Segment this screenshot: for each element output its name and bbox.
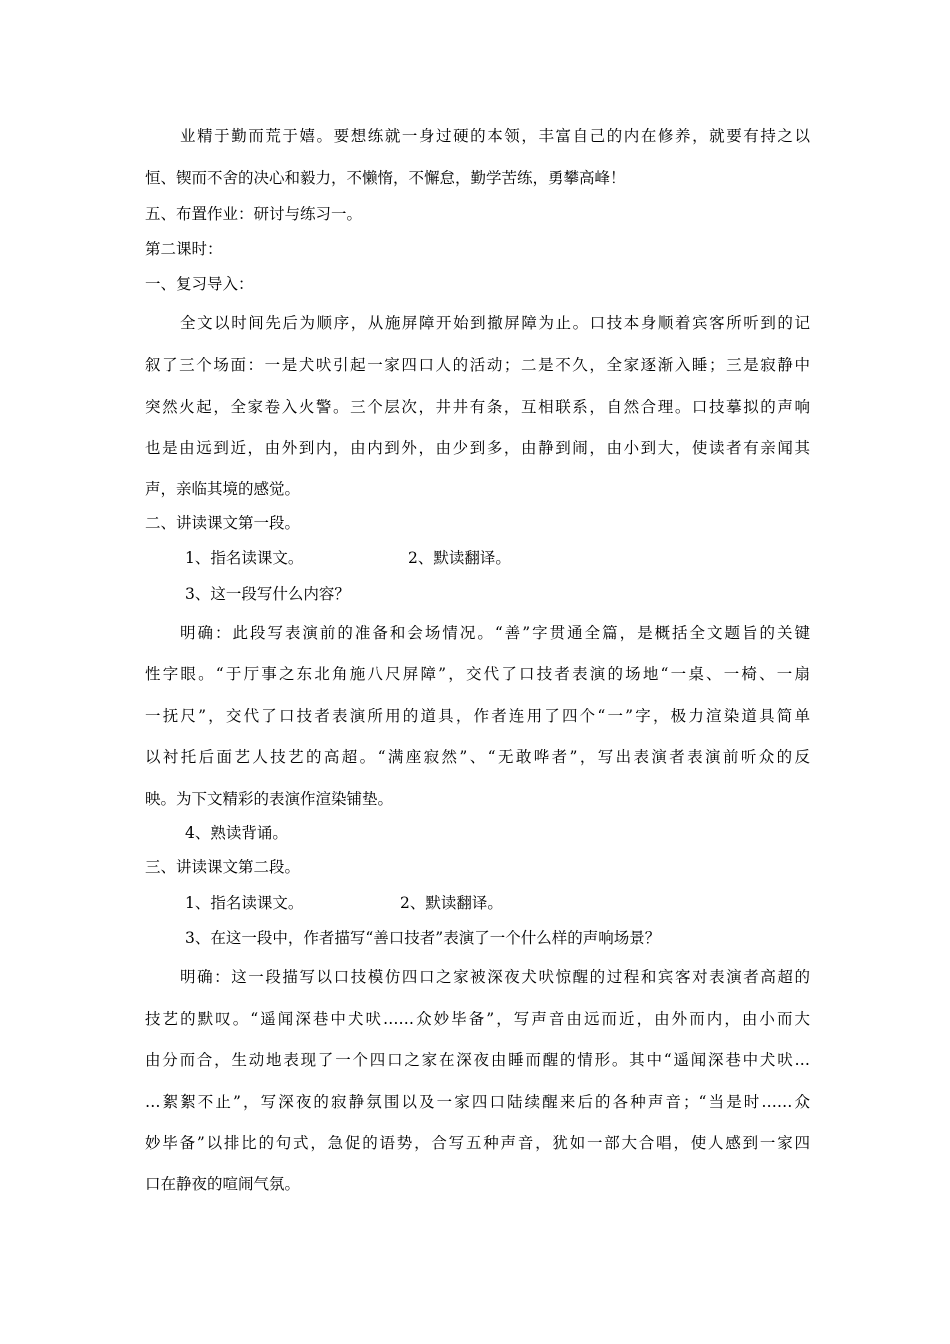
paragraph-line: 全文以时间先后为顺序，从施屏障开始到撤屏障为止。口技本身顺着宾客所听到的记 <box>180 314 810 332</box>
lesson-heading: 第二课时： <box>145 240 223 258</box>
paragraph-line: 口在静夜的喧闹气氛。 <box>145 1175 301 1193</box>
list-item: 3、这一段写什么内容？ <box>185 585 350 603</box>
list-item: 3、在这一段中，作者描写“善口技者”表演了一个什么样的声响场景？ <box>185 929 661 947</box>
paragraph-line: 突然火起，全家卷入火警。三个层次，井井有条，互相联系，自然合理。口技摹拟的声响 <box>145 398 810 416</box>
paragraph-line: 明确：这一段描写以口技模仿四口之家被深夜犬吠惊醒的过程和宾客对表演者高超的 <box>180 968 810 986</box>
paragraph-line: 明确：此段写表演前的准备和会场情况。“善”字贯通全篇，是概括全文题旨的关键 <box>180 624 810 642</box>
section-heading: 五、布置作业：研讨与练习一。 <box>145 205 363 223</box>
list-item: 2、默读翻译。 <box>408 549 511 567</box>
paragraph-line: 映。为下文精彩的表演作渲染铺垫。 <box>145 790 394 808</box>
paragraph-line: 技艺的默叹。“遥闻深巷中犬吠……众妙毕备”，写声音由远而近，由外而内，由小而大 <box>145 1010 810 1028</box>
paragraph-line: 一抚尺”，交代了口技者表演所用的道具，作者连用了四个“一”字，极力渲染道具简单 <box>145 707 810 725</box>
paragraph-line: 业精于勤而荒于嬉。要想练就一身过硬的本领，丰富自己的内在修养，就要有持之以 <box>180 127 810 145</box>
paragraph-line: 由分而合，生动地表现了一个四口之家在深夜由睡而醒的情形。其中“遥闻深巷中犬吠… <box>145 1051 810 1069</box>
list-item: 4、熟读背诵。 <box>185 824 288 842</box>
paragraph-line: 也是由远到近，由外到内，由内到外，由少到多，由静到闹，由小到大，使读者有亲闻其 <box>145 439 810 457</box>
paragraph-line: 声，亲临其境的感觉。 <box>145 480 301 498</box>
paragraph-line: 以衬托后面艺人技艺的高超。“满座寂然”、“无敢哗者”，写出表演者表演前听众的反 <box>145 748 810 766</box>
paragraph-line: …絮絮不止”，写深夜的寂静氛围以及一家四口陆续醒来后的各种声音；“当是时……众 <box>145 1093 810 1111</box>
paragraph-line: 恒、锲而不舍的决心和毅力，不懒惰，不懈怠，勤学苦练，勇攀高峰！ <box>145 169 626 187</box>
list-item: 1、指名读课文。 <box>185 549 304 567</box>
list-item: 2、默读翻译。 <box>400 894 503 912</box>
section-heading: 三、讲读课文第二段。 <box>145 858 301 876</box>
section-heading: 一、复习导入： <box>145 275 254 293</box>
paragraph-line: 妙毕备”以排比的句式，急促的语势，合写五种声音，犹如一部大合唱，使人感到一家四 <box>145 1134 810 1152</box>
section-heading: 二、讲读课文第一段。 <box>145 514 301 532</box>
paragraph-line: 性字眼。“于厅事之东北角施八尺屏障”，交代了口技者表演的场地“一桌、一椅、一扇 <box>145 665 810 683</box>
list-item: 1、指名读课文。 <box>185 894 304 912</box>
paragraph-line: 叙了三个场面：一是犬吠引起一家四口人的活动；二是不久，全家逐渐入睡；三是寂静中 <box>145 356 810 374</box>
